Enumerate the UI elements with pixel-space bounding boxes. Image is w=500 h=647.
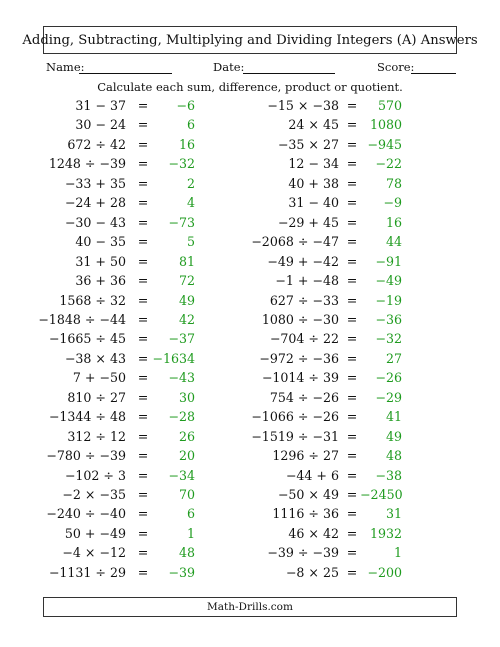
problem-expression: 31 + 50 bbox=[75, 253, 126, 269]
problem-row bbox=[251, 195, 431, 215]
answer-value: 44 bbox=[385, 234, 402, 250]
problem-row bbox=[251, 448, 431, 468]
problem-expression: −33 + 35 bbox=[64, 175, 126, 191]
answer-value: 5 bbox=[186, 234, 195, 250]
problem-row bbox=[25, 565, 205, 585]
problem-row bbox=[251, 370, 431, 390]
problem-row bbox=[25, 468, 205, 488]
answer-value: 16 bbox=[178, 136, 195, 152]
answer-value: 30 bbox=[178, 389, 195, 405]
problem-expression: −1131 ÷ 29 bbox=[48, 564, 126, 580]
problem-row bbox=[251, 273, 431, 293]
problem-row bbox=[25, 312, 205, 332]
problem-expression: −35 × 27 bbox=[277, 136, 339, 152]
answer-value: 1932 bbox=[369, 525, 402, 541]
answer-value: −49 bbox=[375, 273, 402, 289]
equals-sign: = bbox=[346, 487, 358, 502]
problem-expression: 12 − 34 bbox=[288, 156, 339, 172]
equals-sign: = bbox=[346, 156, 358, 172]
answer-value: 41 bbox=[385, 409, 402, 425]
problem-row bbox=[25, 293, 205, 313]
problem-expression: −1665 ÷ 45 bbox=[48, 331, 126, 347]
score-label: Score: bbox=[377, 60, 415, 74]
answer-value: −2450 bbox=[360, 487, 403, 502]
instructions: Calculate each sum, difference, product or quotient. bbox=[97, 80, 403, 94]
name-line bbox=[79, 73, 172, 74]
answer-value: 1 bbox=[393, 545, 402, 561]
answer-value: −73 bbox=[168, 214, 195, 230]
equals-sign: = bbox=[346, 117, 358, 133]
answer-value: 78 bbox=[385, 175, 402, 191]
problem-expression: 1568 ÷ 32 bbox=[59, 292, 126, 308]
equals-sign: = bbox=[346, 350, 358, 366]
equals-sign: = bbox=[346, 525, 358, 541]
equals-sign: = bbox=[137, 487, 149, 502]
answer-value: 72 bbox=[178, 273, 195, 289]
problem-expression: −2 × −35 bbox=[62, 487, 126, 502]
problem-row bbox=[25, 215, 205, 235]
problem-expression: −15 × −38 bbox=[267, 98, 339, 113]
problem-expression: 40 + 38 bbox=[288, 175, 339, 191]
problem-expression: −4 × −12 bbox=[62, 545, 126, 561]
equals-sign: = bbox=[346, 389, 358, 405]
answer-value: 49 bbox=[178, 292, 195, 308]
problem-row bbox=[25, 254, 205, 274]
problem-expression: −38 × 43 bbox=[64, 350, 126, 366]
equals-sign: = bbox=[137, 467, 149, 483]
problem-row bbox=[251, 98, 431, 118]
problem-expression: −2068 ÷ −47 bbox=[251, 234, 339, 250]
problem-row bbox=[251, 215, 431, 235]
answer-value: −1634 bbox=[152, 350, 195, 366]
answer-value: −91 bbox=[375, 253, 402, 269]
problem-row bbox=[25, 234, 205, 254]
problem-row bbox=[25, 176, 205, 196]
equals-sign: = bbox=[346, 467, 358, 483]
answer-value: 42 bbox=[178, 311, 195, 327]
equals-sign: = bbox=[137, 350, 149, 366]
equals-sign: = bbox=[137, 98, 149, 113]
problem-expression: −1014 ÷ 39 bbox=[261, 370, 339, 386]
equals-sign: = bbox=[346, 311, 358, 327]
answer-value: 31 bbox=[385, 506, 402, 522]
problem-row bbox=[251, 506, 431, 526]
problem-expression: −1066 ÷ −26 bbox=[251, 409, 339, 425]
equals-sign: = bbox=[346, 545, 358, 561]
problem-row bbox=[25, 506, 205, 526]
answer-value: 6 bbox=[186, 117, 195, 133]
problem-row bbox=[25, 526, 205, 546]
problem-row bbox=[251, 156, 431, 176]
answer-value: −200 bbox=[367, 564, 402, 580]
problem-row bbox=[25, 545, 205, 565]
equals-sign: = bbox=[346, 175, 358, 191]
equals-sign: = bbox=[346, 448, 358, 464]
problem-expression: 24 × 45 bbox=[288, 117, 339, 133]
problem-expression: 810 ÷ 27 bbox=[67, 389, 126, 405]
problem-row bbox=[251, 312, 431, 332]
title-box bbox=[22, 26, 478, 54]
problem-expression: −30 − 43 bbox=[64, 214, 126, 230]
problem-row bbox=[25, 429, 205, 449]
problem-row bbox=[25, 195, 205, 215]
footer-box bbox=[43, 597, 457, 617]
equals-sign: = bbox=[137, 448, 149, 464]
problem-expression: 312 ÷ 12 bbox=[67, 428, 126, 444]
equals-sign: = bbox=[346, 506, 358, 522]
problem-expression: 31 − 37 bbox=[75, 98, 126, 113]
answer-value: −19 bbox=[375, 292, 402, 308]
problem-row bbox=[251, 351, 431, 371]
problem-expression: 1116 ÷ 36 bbox=[272, 506, 339, 522]
date-label: Date: bbox=[213, 60, 245, 74]
problem-expression: 31 − 40 bbox=[288, 195, 339, 211]
answer-value: −6 bbox=[176, 98, 195, 113]
equals-sign: = bbox=[346, 273, 358, 289]
equals-sign: = bbox=[137, 214, 149, 230]
problem-expression: 672 ÷ 42 bbox=[67, 136, 126, 152]
equals-sign: = bbox=[346, 253, 358, 269]
answer-value: −945 bbox=[367, 136, 402, 152]
score-line bbox=[411, 73, 456, 74]
answer-value: 20 bbox=[178, 448, 195, 464]
answer-value: 48 bbox=[178, 545, 195, 561]
problem-expression: 1248 ÷ −39 bbox=[48, 156, 126, 172]
header-fields bbox=[0, 60, 500, 76]
problem-row bbox=[251, 526, 431, 546]
problem-expression: 7 + −50 bbox=[72, 370, 126, 386]
equals-sign: = bbox=[346, 214, 358, 230]
equals-sign: = bbox=[346, 331, 358, 347]
problem-row bbox=[25, 487, 205, 507]
equals-sign: = bbox=[137, 156, 149, 172]
answer-value: −22 bbox=[375, 156, 402, 172]
problem-row bbox=[25, 390, 205, 410]
problem-expression: −1848 ÷ −44 bbox=[38, 311, 126, 327]
problem-expression: −780 ÷ −39 bbox=[46, 448, 126, 464]
equals-sign: = bbox=[137, 428, 149, 444]
equals-sign: = bbox=[346, 98, 358, 113]
problem-row bbox=[251, 468, 431, 488]
answer-value: −28 bbox=[168, 409, 195, 425]
problem-expression: 1296 ÷ 27 bbox=[272, 448, 339, 464]
equals-sign: = bbox=[137, 253, 149, 269]
answer-value: −32 bbox=[168, 156, 195, 172]
equals-sign: = bbox=[137, 525, 149, 541]
answer-value: −37 bbox=[168, 331, 195, 347]
problem-expression: −972 ÷ −36 bbox=[259, 350, 339, 366]
problem-row bbox=[25, 156, 205, 176]
equals-sign: = bbox=[137, 389, 149, 405]
answer-value: 48 bbox=[385, 448, 402, 464]
answer-value: 70 bbox=[178, 487, 195, 502]
equals-sign: = bbox=[137, 409, 149, 425]
problem-expression: 30 − 24 bbox=[75, 117, 126, 133]
problem-row bbox=[251, 565, 431, 585]
problem-row bbox=[251, 137, 431, 157]
problem-expression: 36 + 36 bbox=[75, 273, 126, 289]
equals-sign: = bbox=[346, 428, 358, 444]
problem-expression: −1 + −48 bbox=[275, 273, 339, 289]
equals-sign: = bbox=[137, 234, 149, 250]
equals-sign: = bbox=[137, 506, 149, 522]
problem-expression: −29 + 45 bbox=[277, 214, 339, 230]
problem-row bbox=[25, 273, 205, 293]
equals-sign: = bbox=[137, 292, 149, 308]
problem-expression: −102 ÷ 3 bbox=[64, 467, 126, 483]
problem-expression: −1344 ÷ 48 bbox=[48, 409, 126, 425]
equals-sign: = bbox=[346, 564, 358, 580]
answer-value: 16 bbox=[385, 214, 402, 230]
answer-value: −36 bbox=[375, 311, 402, 327]
answer-value: 6 bbox=[186, 506, 195, 522]
problem-expression: 50 + −49 bbox=[64, 525, 126, 541]
problem-row bbox=[251, 390, 431, 410]
answer-value: −38 bbox=[375, 467, 402, 483]
problem-row bbox=[251, 331, 431, 351]
equals-sign: = bbox=[137, 370, 149, 386]
answer-value: −34 bbox=[168, 467, 195, 483]
equals-sign: = bbox=[137, 273, 149, 289]
answer-value: 4 bbox=[186, 195, 195, 211]
problem-row bbox=[251, 254, 431, 274]
equals-sign: = bbox=[137, 564, 149, 580]
problem-row bbox=[251, 429, 431, 449]
answer-value: −26 bbox=[375, 370, 402, 386]
problem-expression: −50 × 49 bbox=[277, 487, 339, 502]
equals-sign: = bbox=[346, 195, 358, 211]
problem-expression: 1080 ÷ −30 bbox=[261, 311, 339, 327]
problem-expression: −44 + 6 bbox=[285, 467, 339, 483]
equals-sign: = bbox=[137, 545, 149, 561]
problem-expression: 627 ÷ −33 bbox=[269, 292, 339, 308]
equals-sign: = bbox=[137, 117, 149, 133]
equals-sign: = bbox=[346, 370, 358, 386]
problem-row bbox=[25, 117, 205, 137]
problem-expression: −39 ÷ −39 bbox=[267, 545, 339, 561]
problem-row bbox=[251, 293, 431, 313]
equals-sign: = bbox=[346, 136, 358, 152]
equals-sign: = bbox=[346, 234, 358, 250]
problem-row bbox=[25, 448, 205, 468]
answer-value: 1080 bbox=[369, 117, 402, 133]
answer-value: 570 bbox=[377, 98, 402, 113]
answer-value: 81 bbox=[178, 253, 195, 269]
problem-expression: −24 + 28 bbox=[64, 195, 126, 211]
problem-row bbox=[25, 409, 205, 429]
problem-row bbox=[251, 487, 431, 507]
answer-value: 2 bbox=[186, 175, 195, 191]
problem-row bbox=[251, 409, 431, 429]
equals-sign: = bbox=[137, 136, 149, 152]
answer-value: −32 bbox=[375, 331, 402, 347]
footer-text: Math-Drills.com bbox=[207, 601, 293, 613]
problem-expression: −240 ÷ −40 bbox=[46, 506, 126, 522]
problem-expression: 754 ÷ −26 bbox=[269, 389, 339, 405]
problem-expression: 40 − 35 bbox=[75, 234, 126, 250]
equals-sign: = bbox=[346, 292, 358, 308]
problem-row bbox=[25, 137, 205, 157]
name-label: Name: bbox=[46, 60, 85, 74]
answer-value: 27 bbox=[385, 350, 402, 366]
problem-row bbox=[251, 117, 431, 137]
answer-value: 1 bbox=[186, 525, 195, 541]
problem-row bbox=[25, 331, 205, 351]
worksheet-title: Adding, Subtracting, Multiplying and Dividing Integers (A) Answers bbox=[22, 32, 478, 48]
answer-value: −9 bbox=[383, 195, 402, 211]
date-line bbox=[243, 73, 335, 74]
problem-row bbox=[25, 351, 205, 371]
problem-expression: 46 × 42 bbox=[288, 525, 339, 541]
problem-row bbox=[25, 370, 205, 390]
answer-value: 26 bbox=[178, 428, 195, 444]
problem-expression: −1519 ÷ −31 bbox=[251, 428, 339, 444]
problem-row bbox=[25, 98, 205, 118]
equals-sign: = bbox=[346, 409, 358, 425]
problem-row bbox=[251, 545, 431, 565]
answer-value: −39 bbox=[168, 564, 195, 580]
answer-value: −43 bbox=[168, 370, 195, 386]
problem-expression: −704 ÷ 22 bbox=[269, 331, 339, 347]
answer-value: −29 bbox=[375, 389, 402, 405]
equals-sign: = bbox=[137, 311, 149, 327]
problem-row bbox=[251, 234, 431, 254]
problem-expression: −8 × 25 bbox=[285, 564, 339, 580]
problem-row bbox=[251, 176, 431, 196]
problem-expression: −49 + −42 bbox=[267, 253, 339, 269]
equals-sign: = bbox=[137, 331, 149, 347]
equals-sign: = bbox=[137, 175, 149, 191]
equals-sign: = bbox=[137, 195, 149, 211]
answer-value: 49 bbox=[385, 428, 402, 444]
